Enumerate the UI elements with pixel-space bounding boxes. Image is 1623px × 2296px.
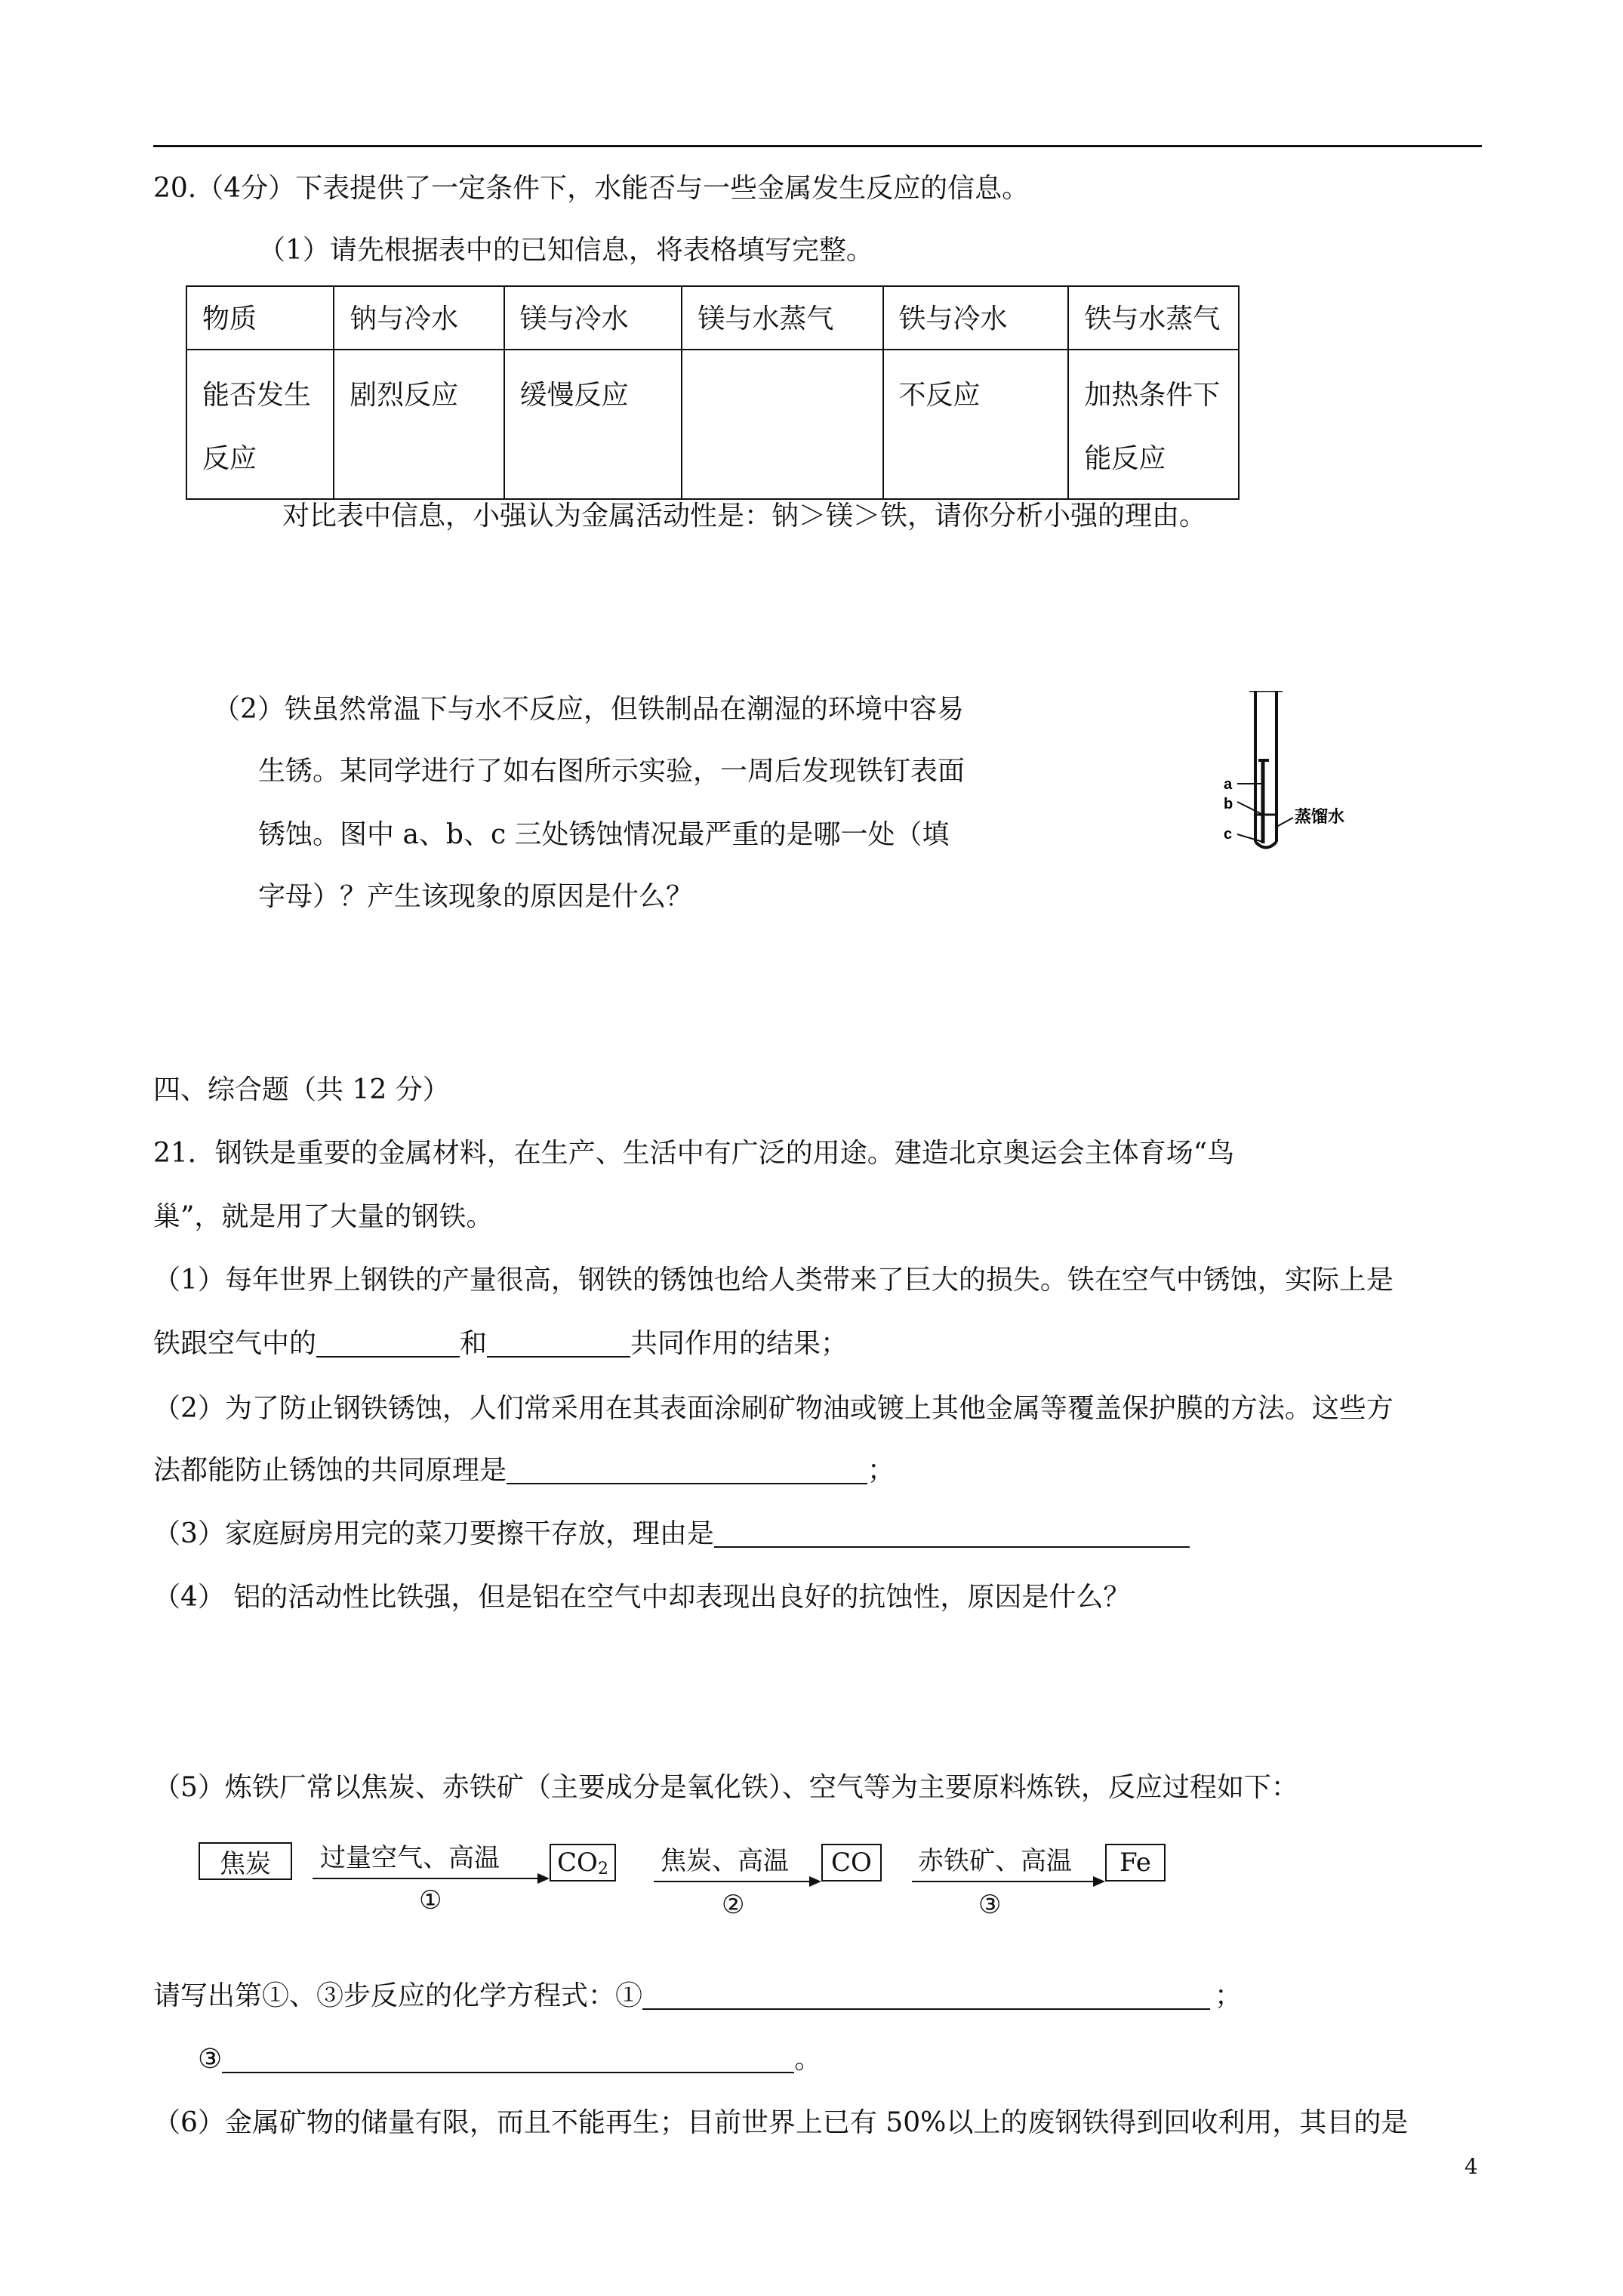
q20-part2-line4: 字母）？产生该现象的原因是什么？ [258,881,694,912]
table-cell: 能否发生反应 [186,350,334,499]
section4-title: 四、综合题（共 12 分） [153,1074,450,1105]
test-tube-figure [1219,691,1385,857]
flow-step2-label: 焦炭、高温 [661,1846,789,1876]
q21-p2-line1: （2）为了防止钢铁锈蚀，人们常采用在其表面涂刷矿物油或镀上其他金属等覆盖保护膜的方法。这些方 [153,1393,1394,1424]
q21-p2-text-b: ； [867,1455,895,1486]
flow-arrow-3 [912,1881,1095,1882]
flow-arrow-1 [313,1878,539,1879]
q21-p1-line2 [153,1330,848,1358]
q21-p3-text: （3）家庭厨房用完的菜刀要擦干存放，理由是 [153,1518,714,1549]
table-cell: 物质 [186,286,334,350]
answer-blank-2[interactable] [487,1330,630,1358]
table-cell-empty[interactable] [682,350,882,499]
label-a: a [1224,776,1233,793]
flow-step3-num: ③ [978,1890,1002,1920]
q21-p1-text-c: 共同作用的结果； [630,1328,848,1359]
label-b: b [1224,796,1233,812]
answer-blank-5[interactable] [642,1983,1210,2010]
flow-step3-label: 赤铁矿、高温 [918,1846,1072,1876]
q21-p3 [153,1518,1190,1549]
pointer-c [1237,834,1263,842]
q21-eq-text-a: 请写出第①、③步反应的化学方程式：① [153,1980,643,2011]
q21-p2-line2 [153,1457,895,1484]
table-cell: 加热条件下能反应 [1068,350,1239,499]
q20-header: 20.（4分）下表提供了一定条件下，水能否与一些金属发生反应的信息。 [153,173,1030,204]
q21-eq-text-b: ； [1215,1980,1243,2011]
q21-eq-line1 [153,1980,1243,2011]
flow-box-coke: 焦炭 [199,1842,292,1880]
page-number: 4 [1464,2154,1478,2179]
pointer-water [1277,818,1293,827]
table-cell: 不反应 [883,350,1069,499]
iron-nail-icon [1258,759,1269,843]
table-header-row [186,286,1239,350]
q21-intro-line1: 21．钢铁是重要的金属材料，在生产、生活中有广泛的用途。建造北京奥运会主体育场“鸟 [153,1138,1235,1169]
q21-eq-text-c: ③ [198,2044,223,2075]
flow-box-fe: Fe [1105,1844,1166,1881]
table-cell: 铁与水蒸气 [1068,286,1239,350]
label-water: 蒸馏水 [1295,808,1345,827]
q21-p2-text-a: 法都能防止锈蚀的共同原理是 [153,1455,507,1486]
arrow-head-icon [809,1876,821,1887]
q20-compare: 对比表中信息，小强认为金属活动性是：钠＞镁＞铁，请你分析小强的理由。 [282,501,1207,532]
q20-part2-line1: （2）铁虽然常温下与水不反应，但铁制品在潮湿的环境中容易 [213,694,964,725]
answer-blank-1[interactable] [316,1330,460,1358]
table-cell: 缓慢反应 [504,350,682,499]
table-row [186,350,1239,499]
q21-p4: （4） 铝的活动性比铁强，但是铝在空气中却表现出良好的抗蚀性，原因是什么？ [153,1582,1131,1613]
q21-p1-text-a: 铁跟空气中的 [153,1328,317,1359]
q20-part1: （1）请先根据表中的已知信息，将表格填写完整。 [258,235,873,266]
flow-box-co2 [550,1844,616,1881]
reaction-table [186,285,1240,500]
table-cell: 镁与冷水 [504,286,682,350]
pointer-b [1237,802,1263,815]
arrow-head-icon [1093,1876,1105,1887]
table-cell: 镁与水蒸气 [682,286,882,350]
q21-intro-line2: 巢”，就是用了大量的钢铁。 [153,1201,494,1232]
flow-box-co: CO [821,1844,882,1881]
test-tube-icon [1249,691,1283,848]
arrow-head-icon [537,1873,550,1884]
flow-co2-text: CO [557,1848,598,1878]
q21-eq-text-d: 。 [794,2044,822,2075]
answer-blank-6[interactable] [222,2046,794,2073]
flow-step1-label: 过量空气、高温 [320,1843,500,1873]
flow-step1-num: ① [419,1885,442,1915]
q21-p1-text-b: 和 [460,1328,488,1359]
q20-part2-line3: 锈蚀。图中 a、b、c 三处锈蚀情况最严重的是哪一处（填 [258,819,950,850]
q21-p5: （5）炼铁厂常以焦炭、赤铁矿（主要成分是氧化铁）、空气等为主要原料炼铁，反应过程如下： [153,1772,1298,1803]
answer-blank-4[interactable] [714,1521,1190,1548]
answer-blank-3[interactable] [507,1457,867,1484]
q20-part2-line2: 生锈。某同学进行了如右图所示实验，一周后发现铁钉表面 [258,756,965,787]
q21-eq-line2 [198,2046,821,2073]
table-cell: 钠与冷水 [334,286,504,350]
flow-arrow-2 [654,1881,811,1882]
top-rule [153,145,1482,147]
flow-step2-num: ② [722,1890,745,1920]
table-cell: 剧烈反应 [334,350,504,499]
q21-p1-line1: （1）每年世界上钢铁的产量很高，钢铁的锈蚀也给人类带来了巨大的损失。铁在空气中锈蚀，实际上是 [153,1265,1394,1296]
table-cell: 铁与冷水 [883,286,1069,350]
q21-p6: （6）金属矿物的储量有限，而且不能再生；目前世界上已有 50%以上的废钢铁得到回收利用，其目的是 [153,2107,1409,2138]
label-c: c [1224,826,1233,843]
flow-co2-subscript: 2 [597,1859,608,1878]
